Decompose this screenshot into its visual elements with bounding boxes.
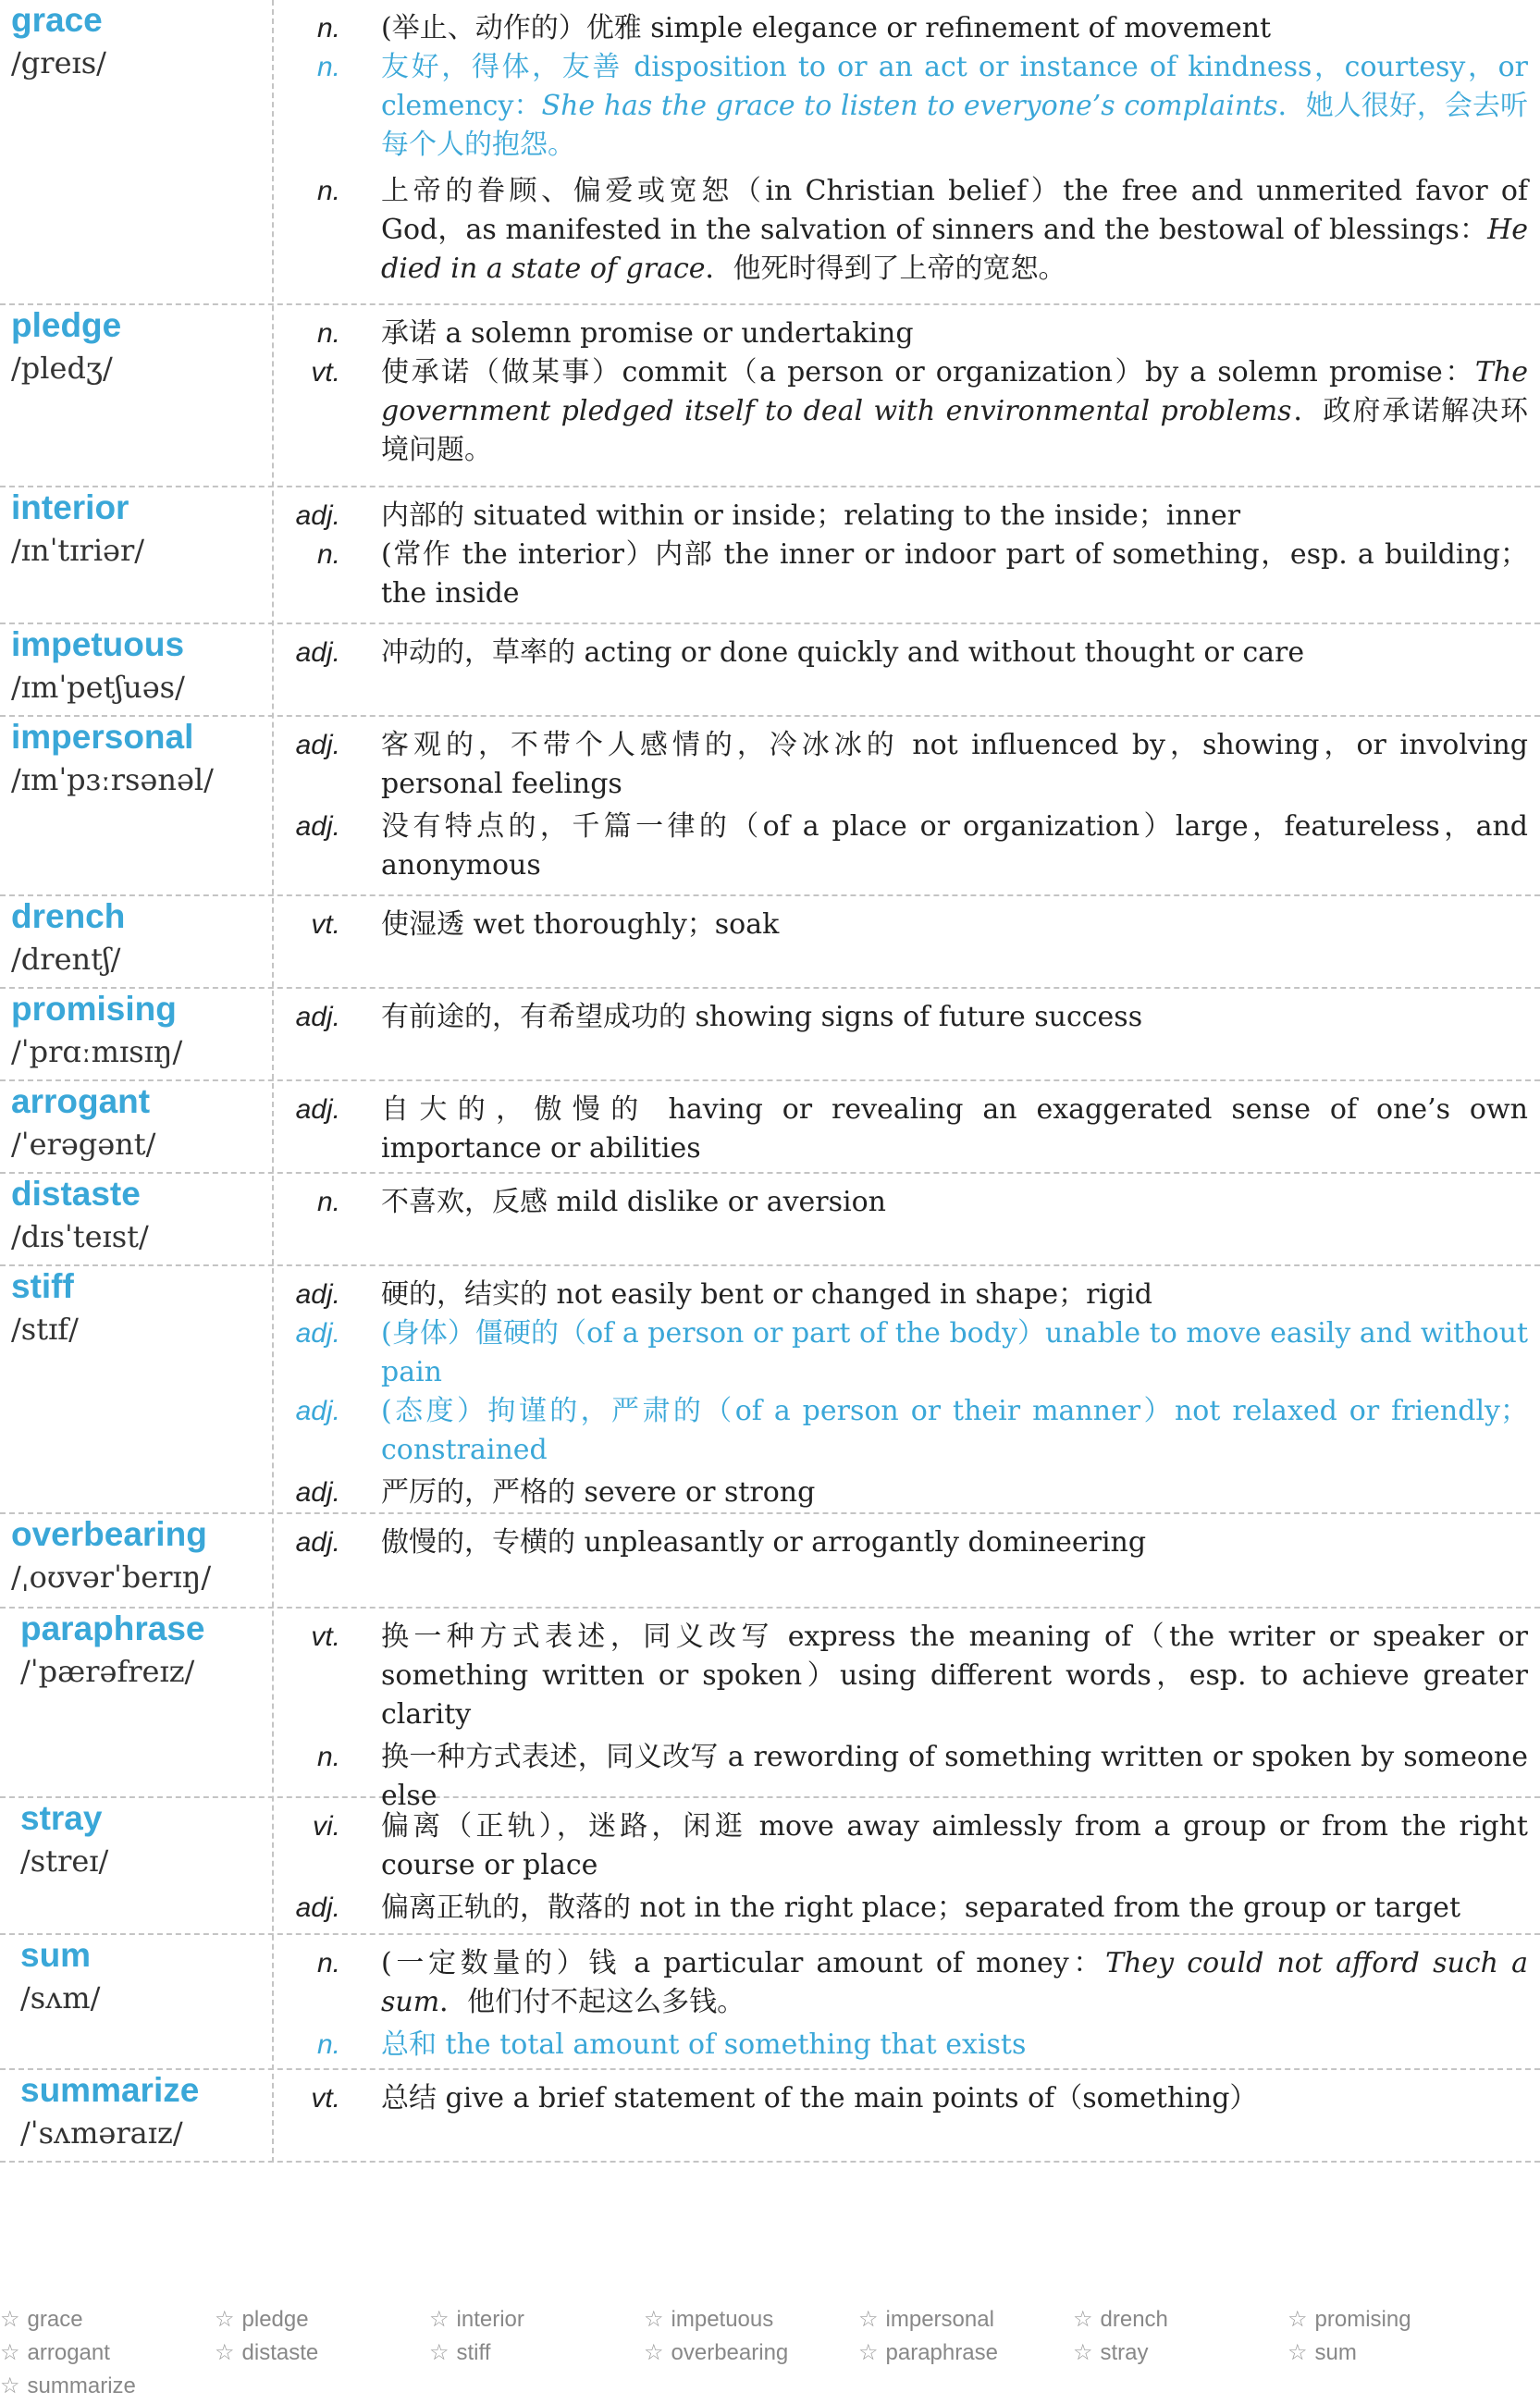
definition-text: 傲慢的，专横的 unpleasantly or arrogantly domineering [381,1526,1147,1559]
definition-text: 总结 give a brief statement of the main points of（something） [381,2082,1258,2114]
phonetic: /ˈpærəfreɪz/ [20,1654,195,1689]
part-of-speech: adj. [295,500,340,531]
sense [0,634,1540,672]
star-icon: ☆ [0,2373,20,2398]
definition-text: 承诺 a solemn promise or undertaking [381,317,914,350]
definition-text: 换一种方式表述，同义改写 express the meaning of（the writer or speaker or something written or spoken）using different words，esp. to achieve greater clarity [381,1621,1528,1731]
definition [381,2079,1528,2118]
checklist-label: sum [1314,2340,1357,2365]
example-sentence: She has the grace to listen to everyone’s complaints [541,90,1278,122]
checklist-item[interactable] [0,2336,110,2370]
sense [0,726,1540,804]
star-icon: ☆ [644,2307,664,2332]
headword: promising [11,990,177,1028]
checklist-item[interactable] [429,2336,490,2370]
headword: impersonal [11,718,194,756]
star-icon: ☆ [215,2307,235,2332]
definition [381,48,1528,165]
phonetic: /sʌm/ [20,1980,101,2016]
entry-overbearing [0,1514,1540,1609]
part-of-speech: adj. [295,1892,340,1923]
entry-promising [0,989,1540,1081]
part-of-speech: vt. [311,2083,340,2114]
sense [0,314,1540,353]
entry-arrogant [0,1081,1540,1174]
checklist-item[interactable] [858,2303,994,2336]
definition [381,807,1528,885]
headword: interior [11,488,129,526]
entry-pledge [0,305,1540,487]
headword: sum [20,1936,92,1974]
headword: stiff [11,1267,74,1305]
sense [0,1523,1540,1562]
sense [0,807,1540,885]
definition [381,1944,1528,2022]
checklist-label: stiff [456,2340,491,2365]
definition-text: 硬的，结实的 not easily bent or changed in shape；rigid [381,1278,1153,1311]
definition [381,1392,1528,1470]
checklist-item[interactable] [1287,2336,1357,2370]
headword: grace [11,1,103,39]
part-of-speech: adj. [295,1527,340,1558]
definition-text: 换一种方式表述，同义改写 a rewording of something written or spoken by someone else [381,1741,1528,1812]
definition [381,1276,1528,1314]
checklist-label: distaste [241,2340,319,2365]
checklist-label: summarize [27,2373,136,2398]
sense [0,2079,1540,2118]
definition-text: 偏离正轨的，散落的 not in the right place；separated from the group or target [381,1892,1460,1924]
part-of-speech: adj. [295,1318,340,1349]
headword: arrogant [11,1082,151,1120]
sense [0,1314,1540,1392]
checklist-item[interactable] [215,2336,318,2370]
sense [0,1276,1540,1314]
checklist-label: interior [456,2307,524,2332]
checklist-label: impetuous [671,2307,774,2332]
example-translation: ．政府承诺解决环境问题。 [381,395,1528,466]
definition-text: 内部的 situated within or inside；relating to the inside；inner [381,499,1241,532]
definition-text: 使湿透 wet thoroughly；soak [381,908,780,941]
sense [0,1807,1540,1885]
sense [0,1618,1540,1734]
phonetic: /ˈerəgənt/ [11,1127,156,1162]
phonetic: /drentʃ/ [11,942,121,977]
headword: summarize [20,2071,200,2109]
star-icon: ☆ [858,2307,879,2332]
star-icon: ☆ [429,2340,450,2365]
star-icon: ☆ [858,2340,879,2365]
headword: paraphrase [20,1609,205,1647]
star-icon: ☆ [429,2307,450,2332]
part-of-speech: n. [316,1742,340,1772]
phonetic: /dɪsˈteɪst/ [11,1219,149,1254]
definition [381,2026,1528,2065]
phonetic: /greɪs/ [11,45,106,80]
checklist-item[interactable] [1073,2336,1149,2370]
example-translation: ．他死时得到了上帝的宽恕。 [705,253,1066,285]
entry-impersonal [0,717,1540,896]
sense [0,1183,1540,1222]
checklist-label: impersonal [885,2307,994,2332]
definition [381,726,1528,804]
example-sentence: He died in a state of grace [381,214,1528,285]
definition [381,1183,1528,1222]
sense [0,998,1540,1037]
phonetic: /stɪf/ [11,1312,79,1347]
checklist-item[interactable] [0,2303,83,2336]
part-of-speech: vt. [311,357,340,388]
sense [0,353,1540,470]
definition [381,172,1528,289]
sense [0,497,1540,536]
sense [0,9,1540,48]
definition [381,1314,1528,1392]
checklist-label: grace [27,2307,83,2332]
entry-paraphrase [0,1609,1540,1812]
definition [381,1618,1528,1734]
definition [381,536,1528,613]
definition-text: 客观的，不带个人感情的，冷冰冰的 not influenced by，showing，or involving personal feelings [381,729,1528,800]
definition [381,634,1528,672]
headword: stray [20,1799,103,1837]
entry-stray [0,1798,1540,1935]
part-of-speech: adj. [295,1396,340,1426]
phonetic: /pledʒ/ [11,351,113,386]
part-of-speech: adj. [295,811,340,842]
definition-text: 不喜欢，反感 mild dislike or aversion [381,1186,887,1218]
sense [0,1091,1540,1168]
entry-stiff [0,1266,1540,1514]
definition-text: 使承诺（做某事）commit（a person or organization）by a solemn promise： [381,356,1475,388]
definition [381,998,1528,1037]
checklist-label: pledge [241,2307,309,2332]
entry-drench [0,896,1540,989]
part-of-speech: n. [316,1948,340,1979]
definition [381,906,1528,944]
checklist-item[interactable] [0,2370,136,2403]
headword: distaste [11,1175,141,1213]
part-of-speech: n. [316,2029,340,2060]
checklist-item[interactable] [644,2336,788,2370]
star-icon: ☆ [1287,2340,1308,2365]
headword: pledge [11,306,122,344]
checklist-label: drench [1100,2307,1168,2332]
definition-text: (态度）拘谨的，严肃的（of a person or their manner）not relaxed or friendly；constrained [381,1395,1528,1466]
star-icon: ☆ [1287,2307,1308,2332]
sense [0,1392,1540,1470]
entry-sum [0,1935,1540,2070]
example-translation: ．她人很好，会去听每个人的抱怨。 [381,90,1529,161]
entry-impetuous [0,624,1540,717]
example-translation: ．他们付不起这么多钱。 [439,1986,745,2018]
definition-text: 自大的，傲慢的 having or revealing an exaggerated sense of one’s own importance or abilities [381,1093,1528,1165]
definition-text: (常作 the interior）内部 the inner or indoor part of something，esp. a building；the inside [381,538,1528,610]
headword: overbearing [11,1515,207,1553]
definition-text: (身体）僵硬的（of a person or part of the body）unable to move easily and without pain [381,1317,1528,1388]
part-of-speech: adj. [295,1477,340,1508]
part-of-speech: n. [316,1187,340,1217]
definition [381,9,1528,48]
checklist-item[interactable] [429,2303,524,2336]
part-of-speech: adj. [295,1094,340,1125]
part-of-speech: adj. [295,730,340,760]
star-icon: ☆ [644,2340,664,2365]
entry-interior [0,487,1540,624]
part-of-speech: vt. [311,1621,340,1652]
checklist-label: promising [1314,2307,1411,2332]
sense [0,906,1540,944]
definition-text: 上帝的眷顾、偏爱或宽恕（in Christian belief）the free and unmerited favor of God，as manifested in the salvation of sinners and the bestowal of blessings： [381,175,1528,246]
definition-text: 友好，得体，友善 disposition to or an act or instance of kindness，courtesy，or clemency： [381,51,1528,122]
part-of-speech: n. [316,539,340,570]
definition-text: (举止、动作的）优雅 simple elegance or refinement of movement [381,12,1272,44]
definition [381,1473,1528,1512]
checklist-item[interactable] [858,2336,998,2370]
phonetic: /ˌoʊvərˈberɪŋ/ [11,1560,212,1595]
star-icon: ☆ [1073,2307,1093,2332]
checklist-item[interactable] [1073,2303,1168,2336]
definition [381,1889,1528,1928]
definition [381,1807,1528,1885]
checklist-label: arrogant [27,2340,110,2365]
phonetic: /ˈprɑːmɪsɪŋ/ [11,1034,183,1069]
definition-text: 有前途的，有希望成功的 showing signs of future success [381,1001,1143,1033]
star-icon: ☆ [0,2340,20,2365]
part-of-speech: adj. [295,1002,340,1032]
entry-grace [0,0,1540,305]
headword: drench [11,897,126,935]
phonetic: /ɪnˈtɪriər/ [11,533,145,568]
part-of-speech: n. [316,52,340,82]
definition-text: 冲动的，草率的 acting or done quickly and without thought or care [381,636,1305,669]
definition-text: 偏离（正轨），迷路，闲逛 move away aimlessly from a group or from the right course or place [381,1810,1528,1881]
checklist-item[interactable] [215,2303,309,2336]
definition [381,353,1528,470]
entry-summarize [0,2070,1540,2163]
example-sentence: The government pledged itself to deal with environmental problems [381,356,1528,427]
sense [0,2026,1540,2065]
checklist-item[interactable] [644,2303,773,2336]
headword: impetuous [11,625,185,663]
sense [0,48,1540,165]
definition-text: 总和 the total amount of something that exists [381,2028,1027,2061]
star-icon: ☆ [1073,2340,1093,2365]
definition [381,497,1528,536]
checklist-label: overbearing [671,2340,789,2365]
definition-text: 没有特点的，千篇一律的（of a place or organization）large，featureless，and anonymous [381,810,1528,881]
part-of-speech: n. [316,318,340,349]
phonetic: /ɪmˈpetʃuəs/ [11,670,185,705]
sense [0,1473,1540,1512]
example-sentence: They could not afford such a sum [381,1947,1528,2018]
checklist-label: paraphrase [885,2340,998,2365]
part-of-speech: vt. [311,909,340,940]
phonetic: /streɪ/ [20,1843,109,1879]
part-of-speech: adj. [295,1279,340,1310]
sense [0,536,1540,613]
sense [0,1944,1540,2022]
sense [0,1889,1540,1928]
definition [381,1091,1528,1168]
definition [381,1523,1528,1562]
phonetic: /ˈsʌməraɪz/ [20,2115,183,2151]
definition [381,314,1528,353]
part-of-speech: vi. [313,1811,340,1842]
entry-distaste [0,1174,1540,1266]
part-of-speech: n. [316,13,340,43]
sense [0,172,1540,289]
checklist-label: stray [1100,2340,1149,2365]
star-icon: ☆ [215,2340,235,2365]
definition-text: (一定数量的）钱 a particular amount of money： [381,1947,1106,1979]
checklist-item[interactable] [1287,2303,1411,2336]
part-of-speech: adj. [295,637,340,668]
definition-text: 严厉的，严格的 severe or strong [381,1476,816,1509]
phonetic: /ɪmˈpɜːrsənəl/ [11,762,214,797]
star-icon: ☆ [0,2307,20,2332]
part-of-speech: n. [316,176,340,206]
